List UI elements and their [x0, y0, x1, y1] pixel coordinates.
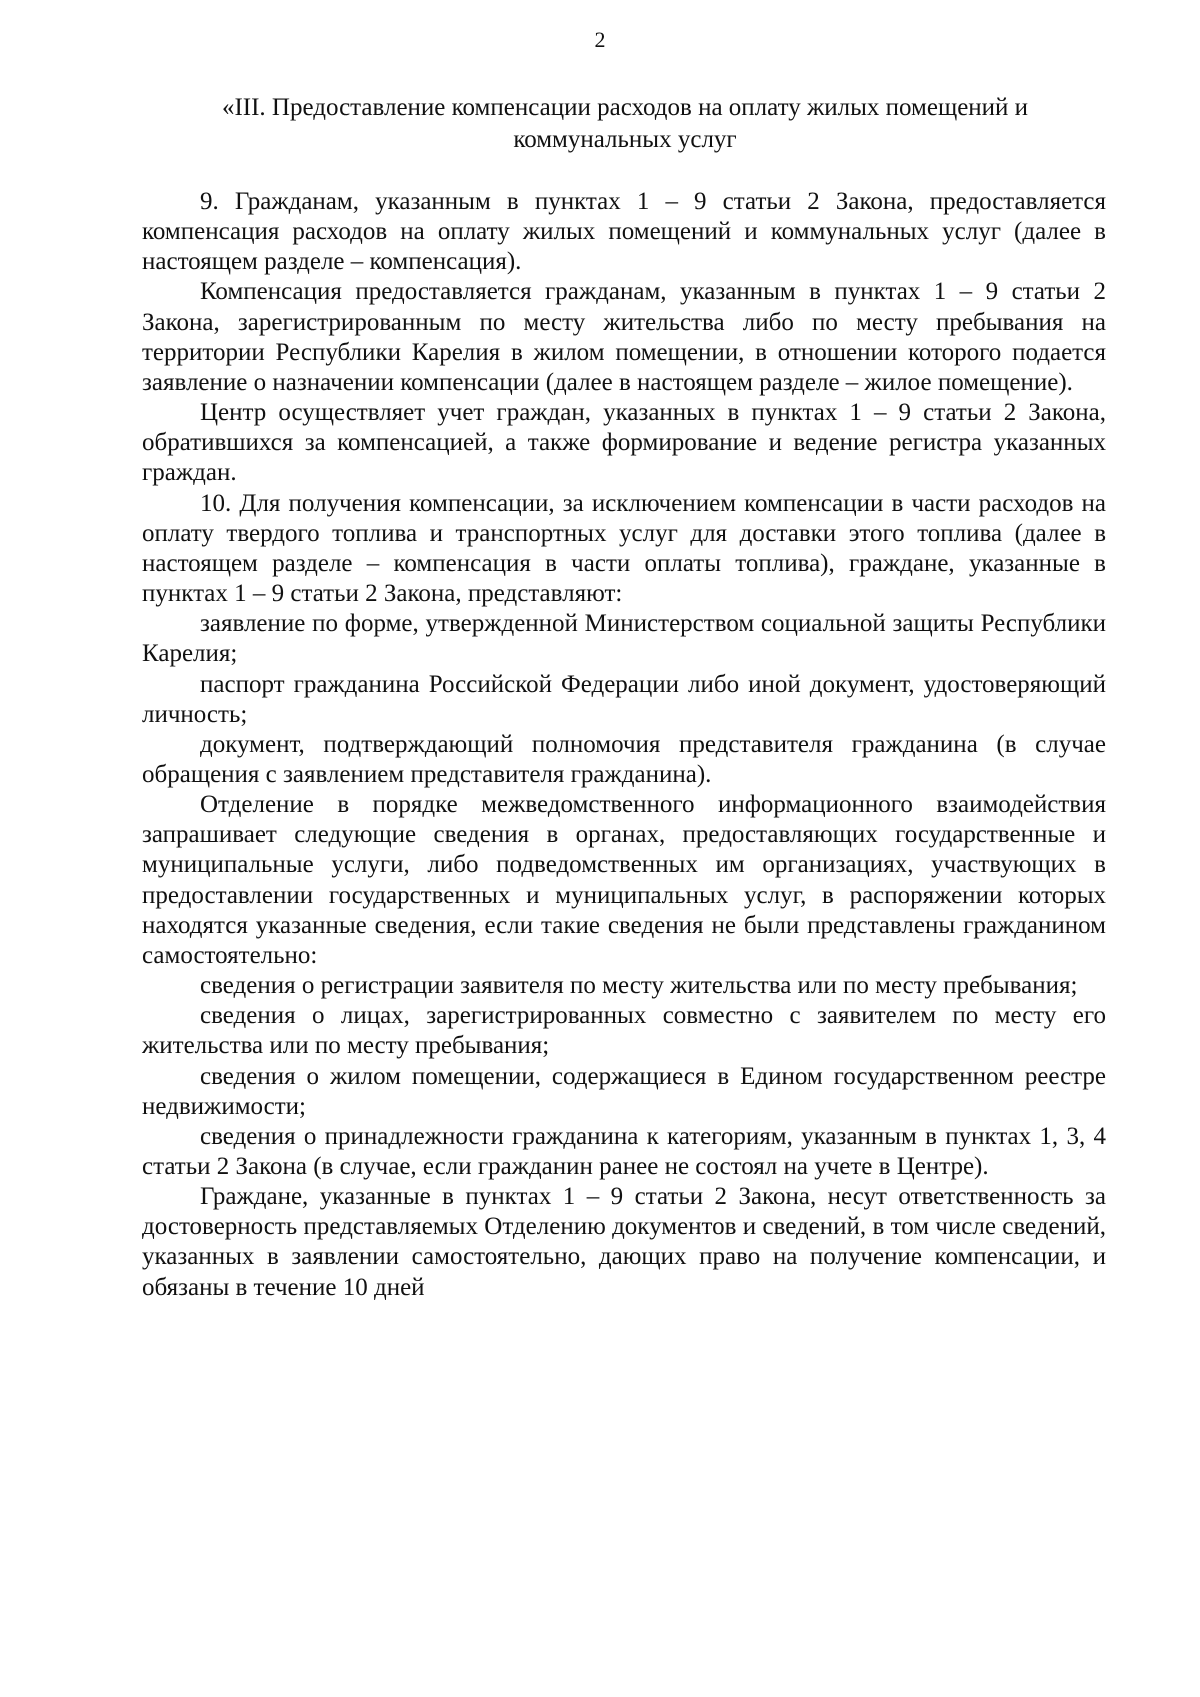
paragraph-responsibility: Граждане, указанные в пунктах 1 – 9 статьи 2 Закона, несут ответственность за достоверность представляемых Отделению документов и сведений, в том числе сведений, указанных в заявлении самостоятельно, дающих право на получение компенсации, и обязаны в течение 10 дней	[142, 1183, 1106, 1301]
paragraph-10: 10. Для получения компенсации, за исключением компенсации в части расходов на оплату твердого топлива и транспортных услуг для доставки этого топлива (далее в настоящем разделе – компенсация в части оплаты топлива), граждане, указанные в пунктах 1 – 9 статьи 2 Закона, представляют:	[142, 489, 1106, 608]
list-item-registration-info: сведения о регистрации заявителя по месту жительства или по месту пребывания;	[200, 972, 1078, 1000]
list-item-category-info: сведения о принадлежности гражданина к категориям, указанным в пунктах 1, 3, 4 статьи 2 Закона (в случае, если гражданин ранее не состоял на учете в Центре).	[142, 1122, 1106, 1180]
paragraph-center-registry: Центр осуществляет учет граждан, указанных в пунктах 1 – 9 статьи 2 Закона, обратившихся за компенсацией, а также формирование и ведение регистра указанных граждан.	[142, 399, 1106, 487]
list-item-passport: паспорт гражданина Российской Федерации либо иной документ, удостоверяющий личность;	[142, 670, 1106, 728]
paragraph-interagency-request: Отделение в порядке межведомственного информационного взаимодействия запрашивает следующие сведения в органах, предоставляющих государственные и муниципальные услуги, либо подведомственных им организациях, участвующих в предоставлении государственных и муниципальных услуг, в распоряжении которых находятся указанные сведения, если такие сведения не были представлены гражданином самостоятельно:	[142, 791, 1106, 969]
list-item-property-info: сведения о жилом помещении, содержащиеся в Едином государственном реестре недвижимости;	[142, 1062, 1106, 1120]
paragraph-9: 9. Гражданам, указанным в пунктах 1 – 9 статьи 2 Закона, предоставляется компенсация расходов на оплату жилых помещений и коммунальных услуг (далее в настоящем разделе – компенсация).	[142, 188, 1106, 276]
document-body	[142, 187, 1106, 1303]
list-item-representative-document: документ, подтверждающий полномочия представителя гражданина (в случае обращения с заявлением представителя гражданина).	[142, 730, 1106, 788]
list-item-application: заявление по форме, утвержденной Министерством социальной защиты Республики Карелия;	[142, 610, 1106, 668]
page-number: 2	[594, 27, 606, 52]
section-heading: «III. Предоставление компенсации расходов на оплату жилых помещений и коммунальных услуг	[221, 94, 1029, 153]
paragraph-compensation-eligibility: Компенсация предоставляется гражданам, указанным в пунктах 1 – 9 статьи 2 Закона, зарегистрированным по месту жительства либо по месту пребывания на территории Республики Карелия в жилом помещении, в отношении которого подается заявление о назначении компенсации (далее в настоящем разделе – жилое помещение).	[142, 278, 1106, 396]
list-item-co-registered-persons: сведения о лицах, зарегистрированных совместно с заявителем по месту его жительства или по месту пребывания;	[142, 1002, 1106, 1060]
